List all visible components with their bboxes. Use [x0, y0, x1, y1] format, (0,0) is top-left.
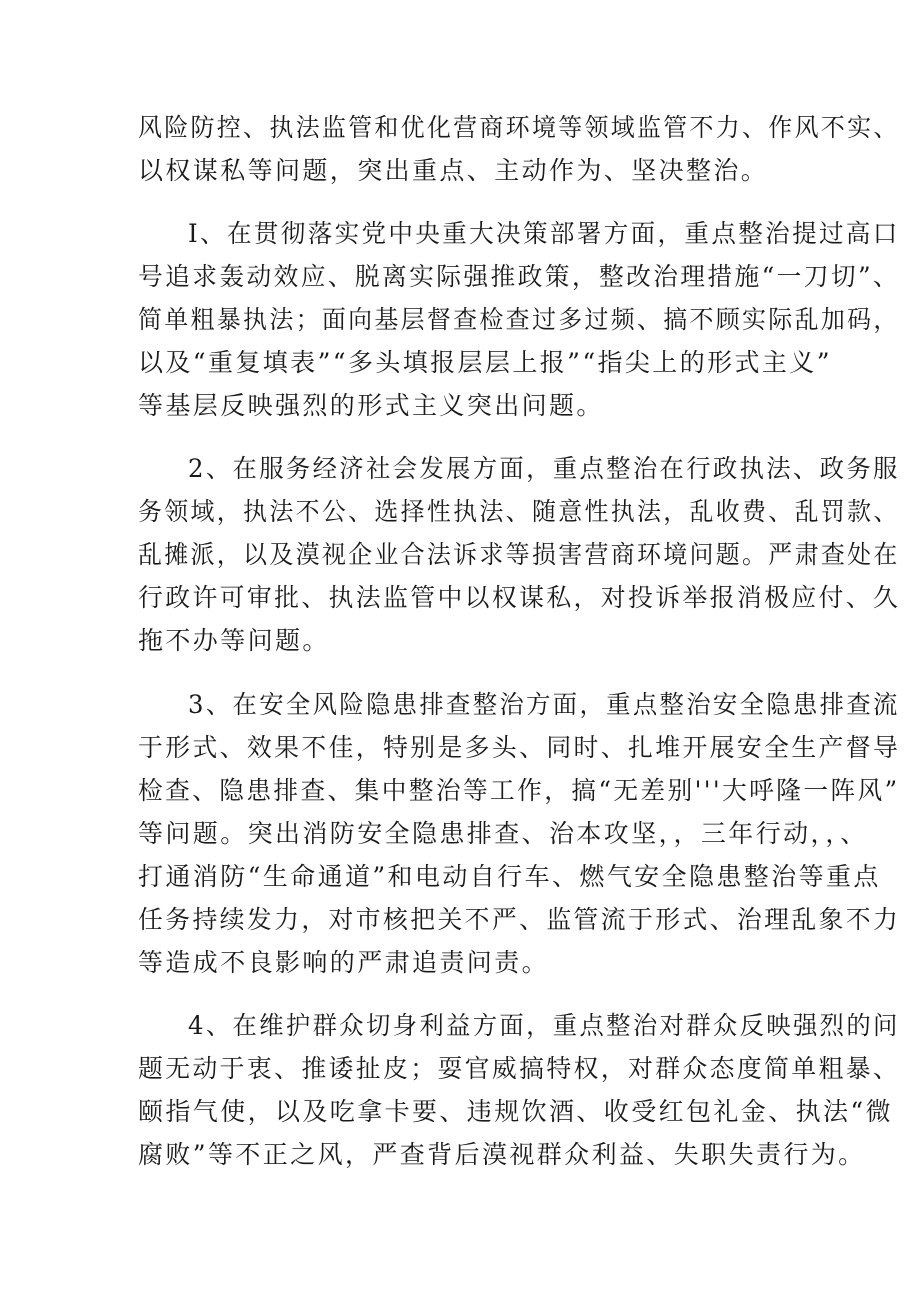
section-3-line: 打通消防“生命通道”和电动自行车、燃气安全隐患整治等重点 — [138, 862, 881, 891]
section-1-line: 等基层反映强烈的形式主义突出问题。 — [138, 391, 604, 420]
section-1-line: 号追求轰动效应、脱离实际强推政策，整改治理措施“一刀切”、 — [138, 262, 901, 291]
section-3-line: 任务持续发力，对市核把关不严、监管流于形式、治理乱象不力 — [138, 905, 901, 934]
section-3-line: 于形式、效果不佳，特别是多头、同时、扎堆开展安全生产督导 — [138, 733, 901, 762]
section-3-line: 3、在安全风险隐患排查整治方面，重点整治安全隐患排查流 — [188, 690, 900, 719]
section-2-line: 务领域，执法不公、选择性执法、随意性执法，乱收费、乱罚款、 — [138, 497, 900, 526]
section-4-line: 颐指气使，以及吃拿卡要、违规饮酒、收受红包礼金、执法“微 — [138, 1097, 893, 1126]
intro-line: 以权谋私等问题，突出重点、主动作为、坚决整治。 — [138, 156, 769, 185]
section-1-line: 以及“重复填表”“多头填报层层上报”“指尖上的形式主义” — [138, 348, 832, 377]
section-1-line: I、在贯彻落实党中央重大决策部署方面，重点整治提过高口 — [188, 219, 900, 248]
section-4-line: 题无动于衷、推诿扯皮；耍官威搞特权，对群众态度简单粗暴、 — [138, 1054, 901, 1083]
section-4-line: 腐败”等不正之风，严查背后漠视群众利益、失职失责行为。 — [138, 1140, 866, 1169]
section-3-line: 等问题。突出消防安全隐患排查、治本攻坚，，三年行动，，、 — [138, 819, 868, 848]
section-2-line: 行政许可审批、执法监管中以权谋私，对投诉举报消极应付、久 — [138, 583, 901, 612]
intro-line: 风险防控、执法监管和优化营商环境等领域监管不力、作风不实、 — [138, 113, 900, 142]
section-1-line: 简单粗暴执法；面向基层督查检查过多过频、搞不顾实际乱加码， — [138, 305, 900, 334]
section-3-line: 检查、隐患排查、集中整治等工作，搞“无差别'''大呼隆一阵风” — [138, 776, 900, 805]
section-2-line: 乱摊派，以及漠视企业合法诉求等损害营商环境问题。严肃查处在 — [138, 540, 900, 569]
section-2-line: 拖不办等问题。 — [138, 626, 330, 655]
section-2-line: 2、在服务经济社会发展方面，重点整治在行政执法、政务服 — [188, 454, 900, 483]
section-3-line: 等造成不良影响的严肃追责问责。 — [138, 948, 550, 977]
section-4-line: 4、在维护群众切身利益方面，重点整治对群众反映强烈的问 — [188, 1011, 900, 1040]
